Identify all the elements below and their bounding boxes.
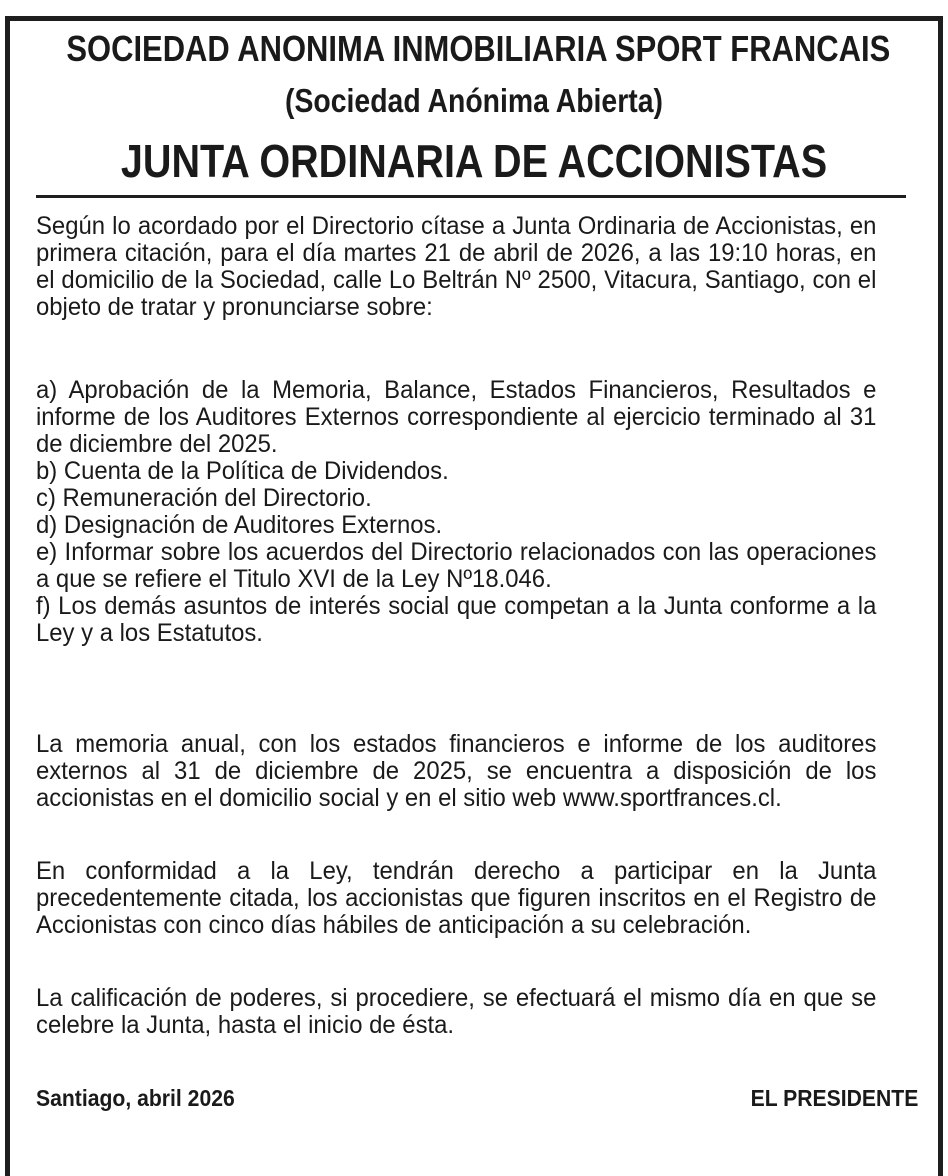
title-divider [36,195,906,198]
intro-paragraph: Según lo acordado por el Directorio cítase a Junta Ordinaria de Accionistas, en primera citación, para el día martes 21 de abril de 2026, a las 19:10 horas, en el domicilio de la Sociedad, calle Lo Beltrán Nº 2500, Vitacura, Santiago, con el objeto de tratar y pronunciarse sobre: [36,212,877,321]
proxy-paragraph: La calificación de poderes, si procediere, se efectuará el mismo día en que se celebre la Junta, hasta el inicio de ésta. [36,984,877,1039]
place-date: Santiago, abril 2026 [36,1085,235,1111]
memoria-paragraph: La memoria anual, con los estados financieros e informe de los auditores externos al 31 de diciembre de 2025, se encuentra a disposición de los accionistas en el domicilio social y en el sitio web www.sportfrances.cl. [36,730,877,812]
participation-paragraph: En conformidad a la Ley, tendrán derecho a participar en la Junta precedentemente citada, los accionistas que figuren inscritos en el Registro de Accionistas con cinco días hábiles de anticipación a su celebración. [36,857,877,939]
agenda-item-c: c) Remuneración del Directorio. [36,484,372,512]
agenda-item-e: e) Informar sobre los acuerdos del Directorio relacionados con las operaciones a que se refiere el Titulo XVI de la Ley Nº18.046. [36,538,877,593]
agenda-item-f: f) Los demás asuntos de interés social que competan a la Junta conforme a la Ley y a los Estatutos. [36,592,877,647]
notice-title: JUNTA ORDINARIA DE ACCIONISTAS [120,135,828,187]
company-type: (Sociedad Anónima Abierta) [285,82,663,119]
signature: EL PRESIDENTE [750,1085,918,1111]
agenda-item-d: d) Designación de Auditores Externos. [36,511,443,539]
company-name: SOCIEDAD ANONIMA INMOBILIARIA SPORT FRANCAIS [66,28,891,69]
agenda-list [36,377,876,647]
agenda-item-a: a) Aprobación de la Memoria, Balance, Estados Financieros, Resultados e informe de los Auditores Externos correspondiente al ejercicio terminado al 31 de diciembre del 2025. [36,376,877,458]
agenda-item-b: b) Cuenta de la Política de Dividendos. [36,457,449,485]
